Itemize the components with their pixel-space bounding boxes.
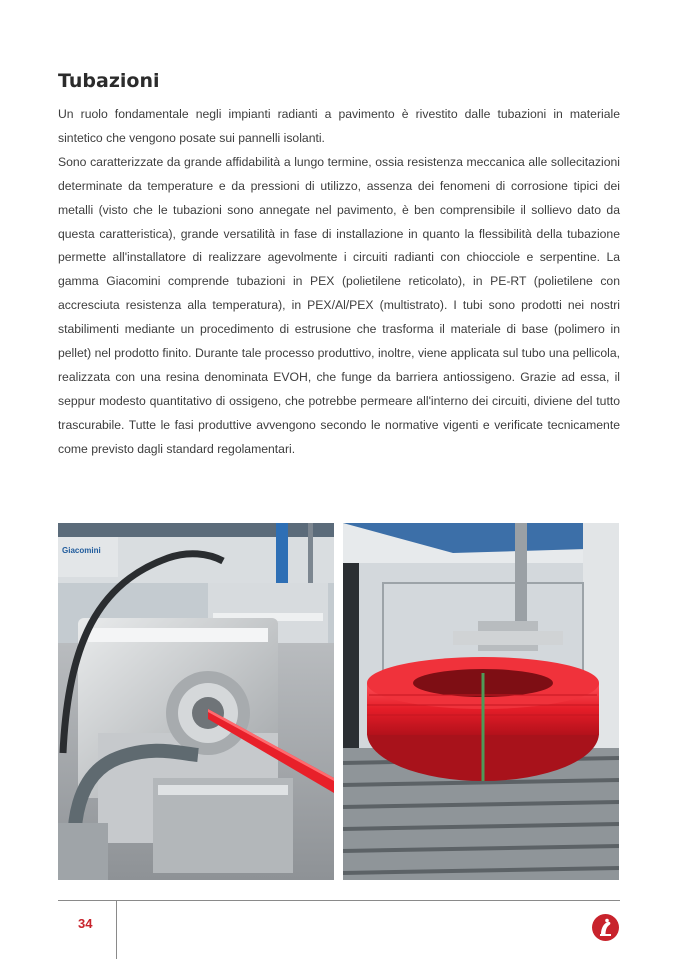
page-title: Tubazioni — [58, 70, 160, 92]
footer-vertical-divider — [116, 900, 117, 959]
paragraph-intro: Un ruolo fondamentale negli impianti radianti a pavimento è rivestito dalle tubazioni in materiale sintetico che vengono posate sui pannelli isolanti. — [58, 107, 620, 145]
footer-divider — [58, 900, 620, 901]
page-number: 34 — [78, 916, 93, 931]
factory-sign-text: Giacomini — [62, 546, 101, 555]
extrusion-machine-photo — [58, 523, 334, 880]
paragraph-main: Sono caratterizzate da grande affidabilità a lungo termine, ossia resistenza meccanica alle sollecitazioni determinate da temperature e da pressioni di utilizzo, assenza dei fenomeni di corrosione tipici dei metalli (visto che le tubazioni sono annegate nel pavimento, è ben comprensibile il sollievo dato da questa caratteristica), grande versatilità in fase di installazione in quanto la flessibilità della tubazione permette all'installatore di realizzare agevolmente i circuiti radianti con chiocciole e serpentine. La gamma Giacomini comprende tubazioni in PEX (polietilene reticolato), in PE-RT (polietilene con accresciuta resistenza alla temperatura), in PEX/Al/PEX (multistrato). I tubi sono prodotti nei nostri stabilimenti mediante un procedimento di estrusione che trasforma il materiale di base (polimero in pellet) nel prodotto finito. Durante tale processo produttivo, inoltre, viene applicata sul tubo una pellicola, realizzata con una resina denominata EVOH, che funge da barriera antiossigeno. Grazie ad essa, il seppur modesto quantitativo di ossigeno, che potrebbe permeare all'interno dei circuiti, diviene del tutto trascurabile. Tutte le fasi produttive avvengono secondo le normative vigenti e verificate tecnicamente come previsto dagli standard regolamentari. — [58, 154, 620, 456]
body-text — [58, 103, 620, 462]
giacomini-logo-icon — [592, 914, 619, 941]
pipe-coil-photo — [343, 523, 619, 880]
